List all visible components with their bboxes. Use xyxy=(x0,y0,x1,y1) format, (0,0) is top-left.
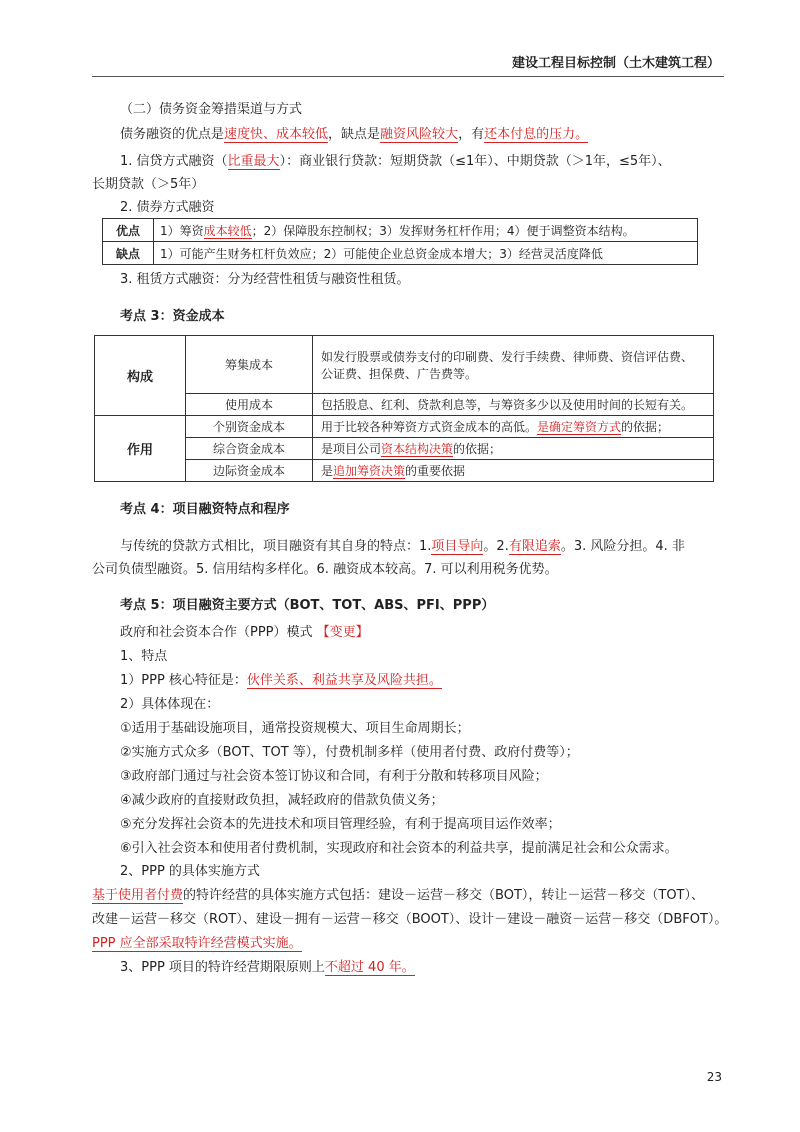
table-row xyxy=(95,336,714,394)
feature-heading: 1、特点 xyxy=(120,649,168,664)
table-row xyxy=(95,416,714,438)
ppp-heading: 政府和社会资本合作（PPP）模式 【变更】 xyxy=(120,625,369,640)
list-item: ③政府部门通过与社会资本签订协议和合同，有利于分散和转移项目风险； xyxy=(120,769,548,784)
row-text: 是追加筹资决策的重要依据 xyxy=(313,460,714,482)
implementation-note: PPP 应全部采取特许经营模式实施。 xyxy=(92,936,302,951)
row-label: 综合资金成本 xyxy=(186,438,313,460)
implementation-text-cont: 改建－运营－移交（ROT）、建设－拥有－运营－移交（BOOT）、设计－建设－融资－运营－移交（DBFOT）。 xyxy=(92,912,728,927)
details-heading: 2）具体体现在： xyxy=(120,697,220,712)
table-row xyxy=(95,460,714,482)
implementation-heading: 2、PPP 的具体实施方式 xyxy=(120,864,260,879)
list-item: ④减少政府的直接财政负担，减轻政府的借款负债义务； xyxy=(120,793,444,808)
group-function: 作用 xyxy=(95,416,186,482)
bond-financing: 2. 债券方式融资 xyxy=(120,200,215,215)
concession-period: 3、PPP 项目的特许经营期限原则上不超过 40 年。 xyxy=(120,960,415,975)
implementation-text: 基于使用者付费的特许经营的具体实施方式包括：建设－运营－移交（BOT），转让－运营－移交（TOT）、 xyxy=(92,888,704,903)
list-item: ⑤充分发挥社会资本的先进技术和项目管理经验，有利于提高项目运作效率； xyxy=(120,817,561,832)
kp4-title: 考点 4：项目融资特点和程序 xyxy=(120,502,290,517)
running-header: 建设工程目标控制（土木建筑工程） xyxy=(511,56,720,71)
list-item: ②实施方式众多（BOT、TOT 等），付费机制多样（使用者付费、政府付费等）； xyxy=(120,745,579,760)
kp5-title: 考点 5：项目融资主要方式（BOT、TOT、ABS、PFI、PPP） xyxy=(120,598,495,613)
row-text: 是项目公司资本结构决策的依据； xyxy=(313,438,714,460)
row-label: 筹集成本 xyxy=(186,336,313,394)
row-label: 边际资金成本 xyxy=(186,460,313,482)
cons-text: 1）可能产生财务杠杆负效应；2）可能使企业总资金成本增大；3）经营灵活度降低 xyxy=(154,242,698,265)
credit-financing-cont: 长期贷款（＞5年） xyxy=(92,177,205,192)
pros-label: 优点 xyxy=(103,219,154,242)
kp3-title: 考点 3：资金成本 xyxy=(120,309,225,324)
table-row xyxy=(103,219,698,242)
list-item: ①适用于基础设施项目，通常投资规模大、项目生命周期长； xyxy=(120,721,470,736)
page-number: 23 xyxy=(706,1070,722,1084)
project-financing-features: 与传统的贷款方式相比，项目融资有其自身的特点：1.项目导向。2.有限追索。3. 风险分担。4. 非 xyxy=(120,539,685,554)
row-label: 使用成本 xyxy=(186,394,313,416)
row-text: 用于比较各种筹资方式资金成本的高低。是确定筹资方式的依据； xyxy=(313,416,714,438)
list-item: ⑥引入社会资本和使用者付费机制，实现政府和社会资本的利益共享，提前满足社会和公众需求。 xyxy=(120,841,678,856)
row-text: 包括股息、红利、贷款利息等，与筹资多少以及使用时间的长短有关。 xyxy=(313,394,714,416)
project-financing-features-cont: 公司负债型融资。5. 信用结构多样化。6. 融资成本较高。7. 可以利用税务优势。 xyxy=(92,562,558,577)
row-text: 如发行股票或债券支付的印刷费、发行手续费、律师费、资信评估费、 公证费、担保费、广告费等。 xyxy=(313,336,714,394)
group-composition: 构成 xyxy=(95,336,186,416)
pros-text: 1）筹资成本较低；2）保障股东控制权；3）发挥财务杠杆作用；4）便于调整资本结构。 xyxy=(154,219,698,242)
table-row xyxy=(95,394,714,416)
table-row xyxy=(95,438,714,460)
credit-financing: 1. 信贷方式融资（比重最大）：商业银行贷款：短期贷款（≤1年）、中期贷款（＞1年，≤5年）、 xyxy=(120,154,671,169)
section-title: （二）债务资金筹措渠道与方式 xyxy=(120,102,303,117)
lease-financing: 3. 租赁方式融资：分为经营性租赁与融资性租赁。 xyxy=(120,272,410,287)
row-label: 个别资金成本 xyxy=(186,416,313,438)
capital-cost-table xyxy=(94,335,714,482)
debt-financing-intro: 债务融资的优点是速度快、成本较低，缺点是融资风险较大，有还本付息的压力。 xyxy=(120,127,589,142)
cons-label: 缺点 xyxy=(103,242,154,265)
ppp-core: 1）PPP 核心特征是：伙伴关系、利益共享及风险共担。 xyxy=(120,673,442,688)
table-row xyxy=(103,242,698,265)
bond-pros-cons-table xyxy=(102,218,698,265)
header-rule xyxy=(92,76,724,77)
